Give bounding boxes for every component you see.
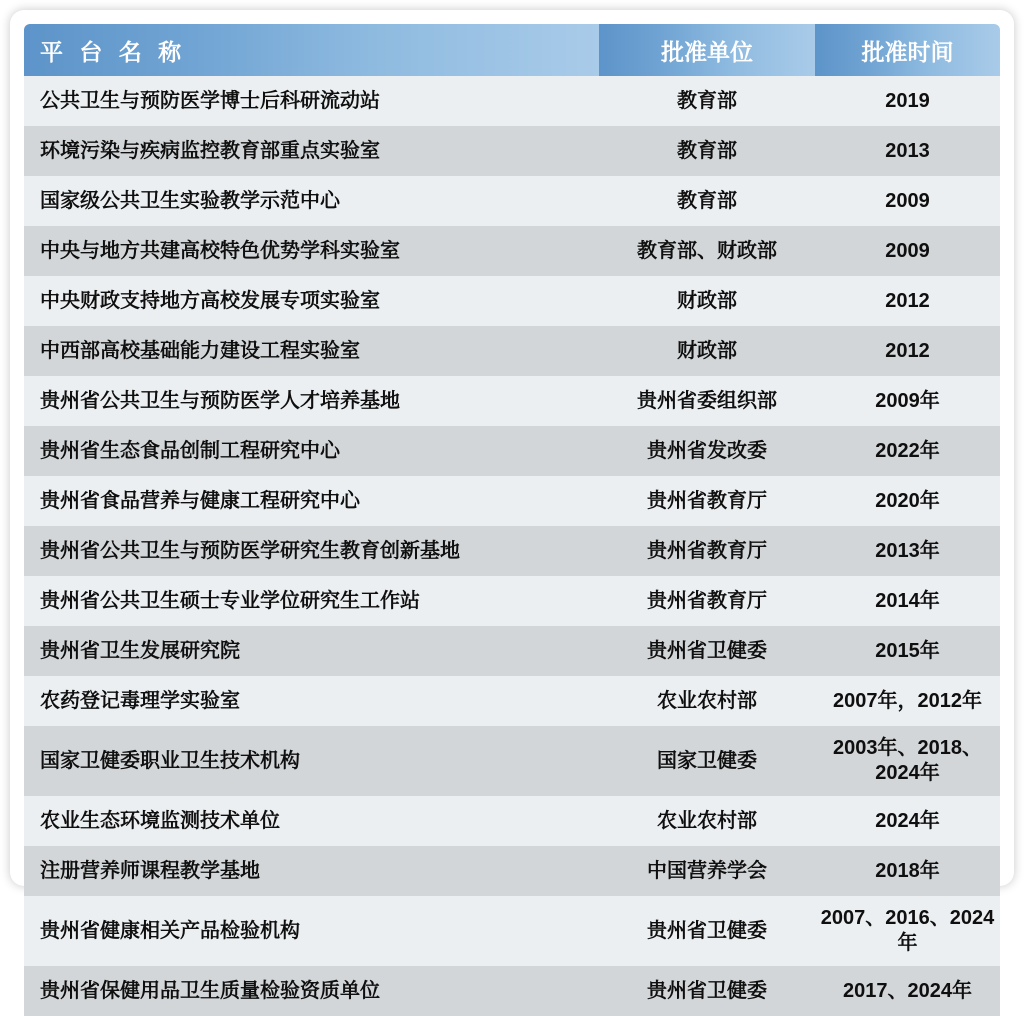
table-body <box>24 76 1000 1016</box>
cell-approval-unit: 教育部、财政部 <box>599 226 815 276</box>
cell-platform-name: 中央与地方共建高校特色优势学科实验室 <box>24 226 599 276</box>
cell-approval-year: 2003年、2018、2024年 <box>815 726 1000 796</box>
cell-approval-year: 2015年 <box>815 626 1000 676</box>
cell-approval-unit: 农业农村部 <box>599 676 815 726</box>
cell-approval-year: 2024年 <box>815 796 1000 846</box>
platform-table-card <box>10 10 1014 1002</box>
cell-approval-year: 2009 <box>815 226 1000 276</box>
cell-approval-year: 2020年 <box>815 476 1000 526</box>
cell-approval-unit: 贵州省教育厅 <box>599 526 815 576</box>
table-row <box>24 576 1000 626</box>
cell-approval-year: 2022年 <box>815 426 1000 476</box>
cell-approval-year: 2012 <box>815 276 1000 326</box>
table-row <box>24 896 1000 966</box>
cell-approval-year: 2014年 <box>815 576 1000 626</box>
column-header-year: 批准时间 <box>815 24 1000 76</box>
cell-platform-name: 贵州省卫生发展研究院 <box>24 626 599 676</box>
table-row <box>24 76 1000 126</box>
cell-approval-unit: 贵州省委组织部 <box>599 376 815 426</box>
cell-platform-name: 贵州省食品营养与健康工程研究中心 <box>24 476 599 526</box>
cell-approval-year: 2007年，2012年 <box>815 676 1000 726</box>
cell-approval-year: 2013年 <box>815 526 1000 576</box>
table-row <box>24 676 1000 726</box>
cell-approval-year: 2009 <box>815 176 1000 226</box>
column-header-unit: 批准单位 <box>599 24 815 76</box>
cell-platform-name: 农业生态环境监测技术单位 <box>24 796 599 846</box>
table-row <box>24 796 1000 846</box>
table-row <box>24 376 1000 426</box>
cell-platform-name: 注册营养师课程教学基地 <box>24 846 599 896</box>
cell-approval-unit: 教育部 <box>599 76 815 126</box>
cell-approval-unit: 贵州省卫健委 <box>599 966 815 1016</box>
cell-platform-name: 贵州省健康相关产品检验机构 <box>24 896 599 966</box>
cell-platform-name: 贵州省保健用品卫生质量检验资质单位 <box>24 966 599 1016</box>
cell-approval-unit: 农业农村部 <box>599 796 815 846</box>
table-row <box>24 176 1000 226</box>
cell-approval-unit: 中国营养学会 <box>599 846 815 896</box>
cell-platform-name: 贵州省公共卫生硕士专业学位研究生工作站 <box>24 576 599 626</box>
table-row <box>24 426 1000 476</box>
cell-platform-name: 国家级公共卫生实验教学示范中心 <box>24 176 599 226</box>
table-row <box>24 526 1000 576</box>
cell-platform-name: 贵州省生态食品创制工程研究中心 <box>24 426 599 476</box>
cell-platform-name: 农药登记毒理学实验室 <box>24 676 599 726</box>
cell-approval-year: 2013 <box>815 126 1000 176</box>
table-row <box>24 326 1000 376</box>
cell-approval-year: 2007、2016、2024年 <box>815 896 1000 966</box>
cell-platform-name: 环境污染与疾病监控教育部重点实验室 <box>24 126 599 176</box>
table-container <box>24 24 1000 1016</box>
cell-platform-name: 中央财政支持地方高校发展专项实验室 <box>24 276 599 326</box>
cell-platform-name: 中西部高校基础能力建设工程实验室 <box>24 326 599 376</box>
table-row <box>24 846 1000 896</box>
cell-approval-unit: 贵州省发改委 <box>599 426 815 476</box>
table-row <box>24 726 1000 796</box>
cell-approval-unit: 财政部 <box>599 276 815 326</box>
table-header <box>24 24 1000 76</box>
cell-approval-year: 2012 <box>815 326 1000 376</box>
cell-approval-year: 2018年 <box>815 846 1000 896</box>
cell-approval-unit: 教育部 <box>599 126 815 176</box>
table-row <box>24 226 1000 276</box>
platform-table <box>24 24 1000 1016</box>
cell-approval-unit: 贵州省卫健委 <box>599 626 815 676</box>
cell-approval-year: 2017、2024年 <box>815 966 1000 1016</box>
cell-platform-name: 贵州省公共卫生与预防医学研究生教育创新基地 <box>24 526 599 576</box>
cell-platform-name: 公共卫生与预防医学博士后科研流动站 <box>24 76 599 126</box>
cell-approval-unit: 国家卫健委 <box>599 726 815 796</box>
cell-approval-unit: 贵州省教育厅 <box>599 476 815 526</box>
cell-approval-year: 2009年 <box>815 376 1000 426</box>
cell-approval-unit: 贵州省教育厅 <box>599 576 815 626</box>
cell-platform-name: 贵州省公共卫生与预防医学人才培养基地 <box>24 376 599 426</box>
table-row <box>24 626 1000 676</box>
cell-approval-unit: 教育部 <box>599 176 815 226</box>
table-header-row <box>24 24 1000 76</box>
cell-approval-year: 2019 <box>815 76 1000 126</box>
table-row <box>24 966 1000 1016</box>
cell-approval-unit: 贵州省卫健委 <box>599 896 815 966</box>
cell-approval-unit: 财政部 <box>599 326 815 376</box>
table-row <box>24 126 1000 176</box>
column-header-name: 平 台 名 称 <box>24 24 599 76</box>
cell-platform-name: 国家卫健委职业卫生技术机构 <box>24 726 599 796</box>
table-row <box>24 276 1000 326</box>
table-row <box>24 476 1000 526</box>
